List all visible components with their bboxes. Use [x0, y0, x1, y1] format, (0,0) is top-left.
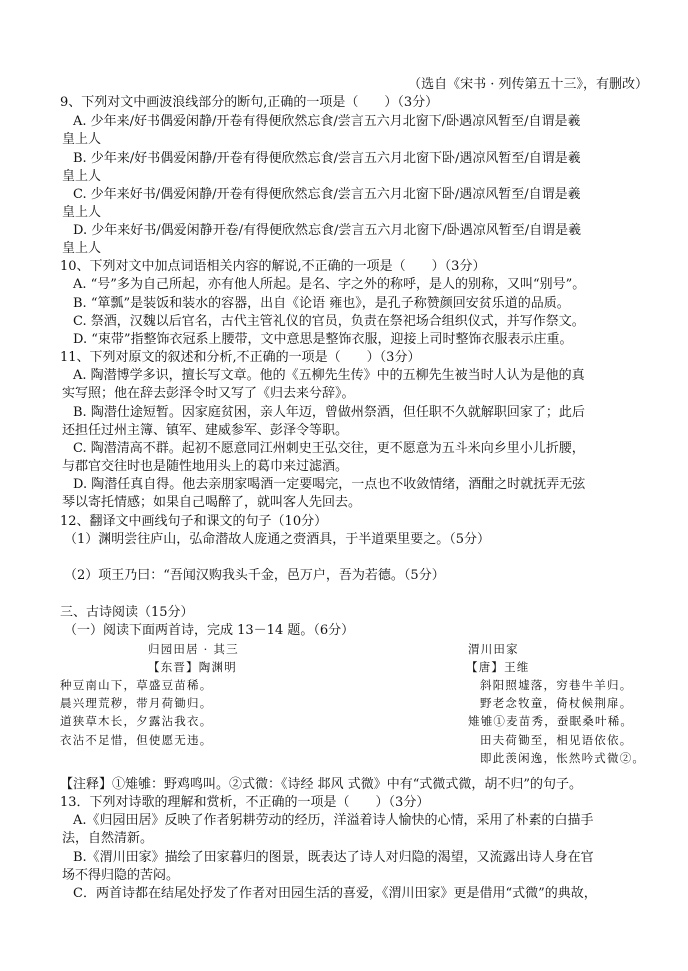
poem2-line-2: 野老念牧童，倚杖候荆扉。 — [480, 696, 633, 710]
poem2-line-4: 田夫荷锄至，相见语依依。 — [480, 733, 633, 747]
q11-option-d-cont: 琴以寄托情感；如果自己喝醉了，就叫客人先回去。 — [62, 495, 362, 510]
q9-option-c-cont: 皇上人 — [62, 205, 102, 220]
q10-option-a: A. “号”多为自己所起，亦有他人所起。是名、字之外的称呼，是人的别称，又叫“别号”。 — [73, 277, 586, 292]
q9-option-a: A. 少年来/好书偶爱闲静/开卷有得便欣然忘食/尝言五六月北窗下/卧遇凉风暂至/自谓是羲 — [73, 114, 581, 129]
q13-option-c: C．两首诗都在结尾处抒发了作者对田园生活的喜爱，《渭川田家》更是借用“式微”的典故， — [73, 886, 597, 901]
q11-option-a-cont: 实写照；他在辞去彭泽令时又写了《归去来兮辞》。 — [62, 386, 355, 401]
q10-option-b: B. “箪瓢”是装饭和装水的容器，出自《论语 雍也》，是孔子称赞颜回安贫乐道的品质。 — [73, 296, 570, 311]
q9-option-c: C. 少年来好书/偶爱闲静/开卷有得便欣然忘食/尝言五六月北窗下卧/遇凉风暂至/自谓是羲 — [73, 187, 581, 202]
poem2-line-5: 即此羡闲逸，怅然吟式微②。 — [480, 751, 646, 765]
q11-option-c: C. 陶潜清高不群。起初不愿意同江州刺史王弘交往，更不愿意为五斗米向乡里小儿折腰， — [73, 441, 585, 456]
q12-sentence-2: （2）项王乃曰：“吾闻汉购我头千金，邑万户，吾为若德。（5分） — [64, 568, 445, 583]
q10-option-d: D. “束带”指整饰衣冠系上腰带，文中意思是整饰衣服，迎接上司时整饰衣服表示庄重。 — [73, 332, 573, 347]
q13-option-a: A.《归园田居》反映了作者躬耕劳动的经历，洋溢着诗人愉快的心情，采用了朴素的白描手 — [73, 813, 594, 828]
q11-stem: 11、下列对原文的叙述和分析,不正确的一项是（ ）（3分） — [60, 350, 421, 365]
q9-option-b-cont: 皇上人 — [62, 169, 102, 184]
q13-option-b-cont: 场不得归隐的苦闷。 — [62, 868, 180, 883]
q11-option-b-cont: 还担任过州主簿、镇军、建威参军、彭泽令等职。 — [62, 423, 349, 438]
q13-stem: 13．下列对诗歌的理解和赏析，不正确的一项是（ ）（3分） — [60, 795, 430, 810]
poem1-line-2: 晨兴理荒秽，带月荷锄归。 — [60, 696, 213, 710]
poem2-author: 【唐】王维 — [466, 660, 530, 674]
q12-stem: 12、翻译文中画线句子和课文的句子（10分） — [60, 514, 328, 529]
q13-option-a-cont: 法，自然清新。 — [62, 831, 154, 846]
q12-sentence-1: （1）渊明尝往庐山，弘命潜故人庞通之赍酒具，于半道栗里要之。（5分） — [64, 532, 491, 547]
poem1-line-4: 衣沾不足惜，但使愿无违。 — [60, 733, 213, 747]
poem1-title: 归园田居 · 其三 — [148, 642, 239, 656]
q11-option-a: A. 陶潜博学多识，擅长写文章。他的《五柳先生传》中的五柳先生被当时人认为是他的真 — [73, 368, 585, 383]
q13-option-b: B.《渭川田家》描绘了田家暮归的图景，既表达了诗人对归隐的渴望，又流露出诗人身在官 — [73, 850, 594, 865]
poem1-line-3: 道狭草木长，夕露沾我衣。 — [60, 714, 213, 728]
poem2-line-3: 雉雊①麦苗秀，蚕眠桑叶稀。 — [468, 714, 634, 728]
q10-option-c: C. 祭酒，汉魏以后官名，古代主管礼仪的官员，负责在祭祀场合组织仪式，并写作祭文。 — [73, 314, 585, 329]
poem1-author: 【东晋】陶渊明 — [148, 660, 237, 674]
poem2-title: 渭川田家 — [468, 642, 519, 656]
q9-option-a-cont: 皇上人 — [62, 132, 102, 147]
q10-stem: 10、下列对文中加点词语相关内容的解说,不正确的一项是（ ）（3分） — [60, 259, 486, 274]
q9-option-d: D. 少年来好书/偶爱闲静开卷/有得便欣然忘食/尝言五六月北窗下/卧遇凉风暂至/自谓是羲 — [73, 223, 582, 238]
q9-stem: 9、下列对文中画波浪线部分的断句,正确的一项是（ ）（3分） — [60, 95, 439, 110]
q9-option-b: B. 少年来/好书偶爱闲静/开卷有得便欣然忘食/尝言五六月北窗下卧/遇凉风暂至/自谓是羲 — [73, 151, 581, 166]
poem1-line-1: 种豆南山下，草盛豆苗稀。 — [60, 678, 213, 692]
q11-option-d: D. 陶潜任真自得。他去亲朋家喝酒一定要喝完，一点也不收敛情绪，酒酣之时就抚弄无弦 — [73, 477, 586, 492]
poem2-line-1: 斜阳照墟落，穷巷牛羊归。 — [480, 678, 633, 692]
section-3-subtitle: （一）阅读下面两首诗，完成 13－14 题。（6分） — [64, 623, 355, 638]
q9-option-d-cont: 皇上人 — [62, 241, 102, 256]
section-3-title: 三、古诗阅读（15分） — [60, 605, 194, 620]
q11-option-c-cont: 与郡官交往时也是随性地用头上的葛巾来过滤酒。 — [62, 459, 349, 474]
source-note: （选自《宋书 · 列传第五十三》，有删改） — [408, 77, 648, 92]
q11-option-b: B. 陶潜仕途短暂。因家庭贫困，亲人年迈，曾做州祭酒，但任职不久就解职回家了；此后 — [73, 405, 585, 420]
annotation-note: 【注释】①雉雊：野鸡鸣叫。②式微：《诗经 邶风 式微》中有“式微式微，胡不归”的句子。 — [60, 777, 583, 792]
